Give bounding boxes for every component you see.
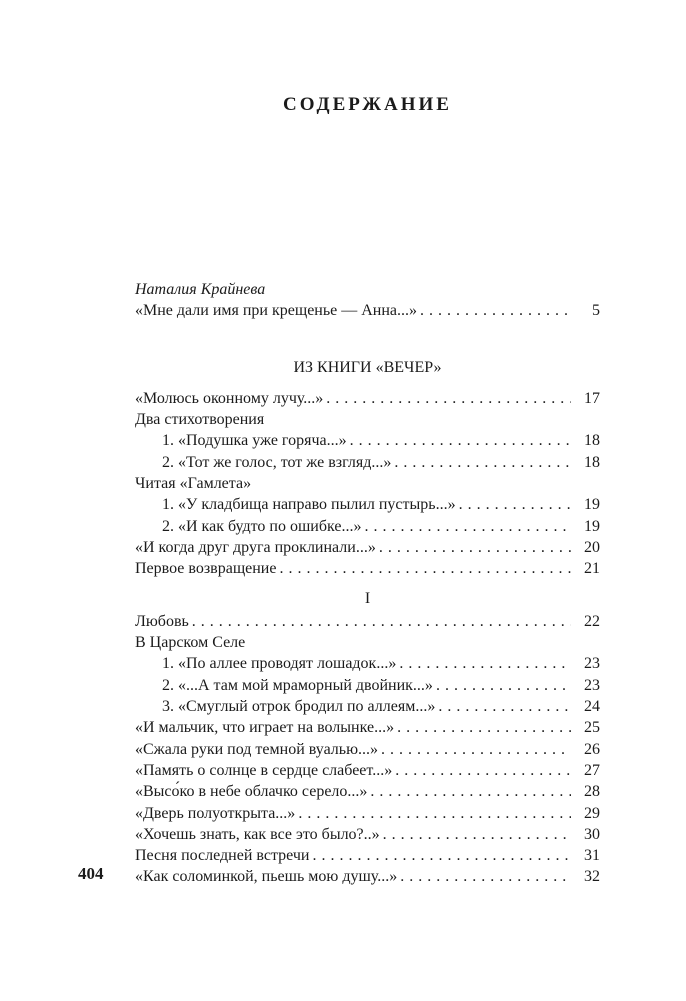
toc-entry-title: В Царском Селе [135, 634, 246, 652]
toc-entry [135, 781, 600, 802]
toc-entry-title: 1. «По аллее проводят лошадок...» [162, 655, 397, 673]
toc-entry-title: «И когда друг друга проклинали...» [135, 538, 376, 556]
toc-section [135, 279, 600, 322]
toc-entry [135, 824, 600, 845]
dot-leader [420, 300, 571, 321]
toc-entry-page: 30 [584, 825, 600, 843]
toc-entry [135, 739, 600, 760]
toc-entry-page: 26 [584, 740, 600, 758]
toc-entry-page: 22 [584, 612, 600, 630]
toc-entry-title: 3. «Смуглый отрок бродил по аллеям...» [162, 698, 436, 716]
toc-entry [135, 653, 600, 674]
toc-entry-page: 21 [584, 560, 600, 578]
toc-entry-title: «Хочешь знать, как все это было?..» [135, 825, 380, 843]
dot-leader [379, 537, 571, 558]
toc-entry [135, 717, 600, 738]
toc-entry [135, 866, 600, 887]
toc-entry-title: 2. «...А там мой мраморный двойник...» [162, 676, 433, 694]
toc-entry [135, 632, 600, 653]
toc-entry-title: Наталия Крайнева [135, 281, 266, 298]
toc-entry-title: 1. «Подушка уже горяча...» [162, 432, 347, 450]
toc-entry [135, 537, 600, 558]
dot-leader [459, 494, 571, 515]
toc-entry-title: 2. «Тот же голос, тот же взгляд...» [162, 453, 392, 471]
toc-entry [135, 516, 600, 537]
toc-entry [135, 611, 600, 632]
toc-entry-title: «Дверь полуоткрыта...» [135, 804, 296, 822]
section-heading: I [364, 589, 371, 607]
toc-entry [135, 845, 600, 866]
toc-entry-page: 27 [584, 761, 600, 779]
toc-entry-title: 1. «У кладбища направо пылил пустырь...» [162, 496, 456, 514]
toc-entry-title: «Молюсь оконному лучу...» [135, 389, 324, 407]
toc-entry [135, 452, 600, 473]
toc-entry-title: «Сжала руки под темной вуалью...» [135, 740, 379, 758]
toc-entry-page: 19 [584, 517, 600, 535]
page-number-folio: 404 [78, 864, 104, 883]
toc-entry-page: 31 [584, 847, 600, 865]
toc-entry-page: 19 [584, 496, 600, 514]
toc-entry-page: 28 [584, 783, 600, 801]
dot-leader [383, 824, 571, 845]
toc-entry [135, 300, 600, 321]
dot-leader [312, 845, 571, 866]
dot-leader [395, 760, 571, 781]
toc-entry-title: Первое возвращение [135, 560, 277, 578]
toc-entry [135, 494, 600, 515]
toc-entry-title: Любовь [135, 612, 189, 630]
toc-entry-title: 2. «И как будто по ошибке...» [162, 517, 362, 535]
toc-entry-page: 29 [584, 804, 600, 822]
toc-entry-title: «Как соломинкой, пьешь мою душу...» [135, 868, 398, 886]
dot-leader [326, 388, 571, 409]
dot-leader [394, 452, 571, 473]
dot-leader [279, 558, 571, 579]
dot-leader [350, 430, 571, 451]
toc-entry-page: 23 [584, 655, 600, 673]
toc-entry [135, 803, 600, 824]
toc-entry [135, 473, 600, 494]
toc-entry-page: 18 [584, 453, 600, 471]
toc-entry-page: 24 [584, 698, 600, 716]
toc-entry-title: «И мальчик, что играет на волынке...» [135, 719, 395, 737]
toc-entry-page: 5 [592, 302, 600, 320]
toc-entry-page: 18 [584, 432, 600, 450]
toc-entry [135, 696, 600, 717]
page-title: СОДЕРЖАНИЕ [283, 94, 452, 115]
toc-entry-page: 32 [584, 868, 600, 886]
toc-entry-title: Читая «Гамлета» [135, 475, 252, 493]
toc-entry [135, 558, 600, 579]
toc-column [135, 0, 600, 888]
dot-leader [381, 739, 571, 760]
dot-leader [397, 717, 571, 738]
dot-leader [400, 866, 571, 887]
dot-leader [370, 781, 571, 802]
toc-entry [135, 279, 600, 300]
toc-entry-title: Песня последней встречи [135, 847, 310, 865]
section-heading: ИЗ КНИГИ «ВЕЧЕР» [293, 358, 442, 376]
toc-entry-title: «Высо́ко в небе облачко серело...» [135, 783, 368, 801]
toc-section [135, 357, 600, 580]
toc-sections [135, 279, 600, 888]
dot-leader [438, 696, 571, 717]
toc-entry-title: «Память о солнце в сердце слабеет...» [135, 761, 393, 779]
dot-leader [298, 803, 571, 824]
toc-section [135, 588, 600, 888]
toc-entry [135, 430, 600, 451]
dot-leader [399, 653, 571, 674]
toc-entry-title: «Мне дали имя при крещенье — Анна...» [135, 302, 418, 320]
toc-entry-page: 25 [584, 719, 600, 737]
toc-entry-page: 20 [584, 538, 600, 556]
dot-leader [192, 611, 571, 632]
dot-leader [436, 675, 571, 696]
toc-entry [135, 675, 600, 696]
toc-entry [135, 760, 600, 781]
toc-entry-title: Два стихотворения [135, 411, 265, 429]
toc-entry-page: 23 [584, 676, 600, 694]
toc-entry-page: 17 [584, 389, 600, 407]
toc-entry [135, 388, 600, 409]
toc-entry [135, 409, 600, 430]
dot-leader [364, 516, 571, 537]
